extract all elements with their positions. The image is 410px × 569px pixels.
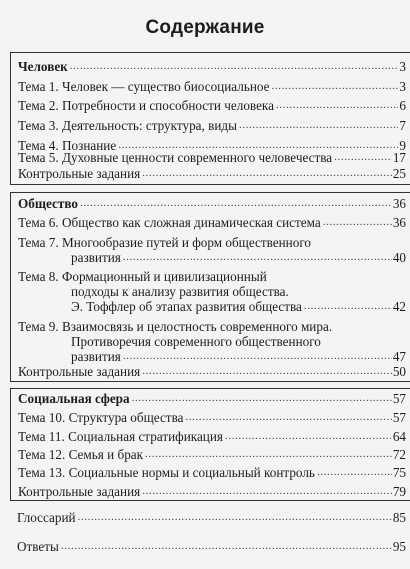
entry-label: Тема 6. Общество как сложная динамическая система	[18, 215, 321, 230]
entry-label: Тема 7. Многообразие путей и форм общественного	[18, 235, 312, 250]
dot-leader	[142, 366, 392, 377]
dot-leader	[123, 351, 392, 362]
toc-entry[interactable]	[18, 215, 406, 230]
toc-entry[interactable]	[18, 410, 406, 425]
page-number: 17	[392, 150, 406, 165]
page-number: 57	[392, 410, 406, 425]
entry-label: Контрольные задания	[18, 364, 141, 379]
entry-label: Противоречия современного общественного	[71, 334, 321, 349]
toc-entry-glossary[interactable]	[17, 510, 406, 525]
dot-leader	[323, 217, 392, 228]
dot-leader	[317, 467, 392, 478]
page-number: 36	[392, 215, 406, 230]
entry-label: Тема 8. Формационный и цивилизационный	[18, 269, 267, 284]
page-number: 9	[399, 138, 406, 153]
page-number: 25	[392, 166, 406, 181]
page-number: 42	[392, 299, 406, 314]
page-number: 57	[392, 391, 406, 406]
page-title: Содержание	[145, 17, 265, 38]
section-heading-social[interactable]	[18, 391, 406, 406]
page-number: 75	[392, 465, 406, 480]
page-number: 3	[399, 79, 406, 94]
page-number: 72	[392, 447, 406, 462]
toc-entry[interactable]	[18, 269, 406, 284]
entry-label: Тема 9. Взаимосвязь и целостность современного мира.	[18, 319, 333, 334]
section-heading-label: Социальная сфера	[18, 391, 130, 406]
section-heading-person[interactable]	[18, 59, 406, 74]
page-number: 40	[392, 250, 406, 265]
page-number: 85	[392, 510, 406, 525]
toc-entry[interactable]	[18, 235, 406, 250]
dot-leader	[185, 412, 391, 423]
toc-entry[interactable]	[18, 166, 406, 181]
toc-entry[interactable]	[18, 465, 406, 480]
toc-entry-continuation	[71, 334, 406, 349]
dot-leader	[276, 100, 398, 111]
entry-label: Контрольные задания	[18, 166, 141, 181]
section-heading-society[interactable]	[18, 196, 406, 211]
page-number: 47	[392, 349, 406, 364]
dot-leader	[70, 61, 399, 72]
entry-label: Контрольные задания	[18, 484, 141, 499]
dot-leader	[334, 152, 392, 163]
entry-label: Тема 11. Социальная стратификация	[18, 429, 223, 444]
section-heading-label: Общество	[18, 196, 78, 211]
entry-label: Тема 4. Познание	[18, 138, 117, 153]
dot-leader	[80, 198, 392, 209]
entry-label: подходы к анализу развития общества.	[71, 284, 289, 299]
dot-leader	[132, 393, 392, 404]
toc-entry[interactable]	[18, 319, 406, 334]
entry-label: Тема 12. Семья и брак	[18, 447, 144, 462]
toc-entry-continuation	[71, 250, 406, 265]
toc-entry[interactable]	[18, 364, 406, 379]
page-number: 64	[392, 429, 406, 444]
page-number: 7	[399, 118, 406, 133]
page-number: 95	[392, 539, 406, 554]
dot-leader	[145, 449, 392, 460]
toc-entry[interactable]	[18, 118, 406, 133]
entry-label: Ответы	[17, 539, 59, 554]
dot-leader	[123, 252, 392, 263]
page-number: 3	[399, 59, 406, 74]
entry-label: Тема 3. Деятельность: структура, виды	[18, 118, 237, 133]
section-box-social	[10, 388, 410, 501]
dot-leader	[272, 81, 399, 92]
dot-leader	[142, 486, 392, 497]
dot-leader	[225, 431, 392, 442]
entry-label: развития	[71, 250, 121, 265]
dot-leader	[142, 168, 392, 179]
toc-entry[interactable]	[18, 484, 406, 499]
dot-leader	[304, 301, 392, 312]
entry-label: Тема 10. Структура общества	[18, 410, 184, 425]
toc-entry[interactable]	[18, 150, 406, 165]
toc-entry-answers[interactable]	[17, 539, 406, 554]
entry-label: Тема 5. Духовные ценности современного человечества	[18, 150, 333, 165]
dot-leader	[61, 541, 392, 552]
entry-label: Тема 1. Человек — существо биосоциальное	[18, 79, 270, 94]
entry-label: Э. Тоффлер об этапах развития общества	[71, 299, 302, 314]
toc-entry-continuation	[71, 299, 406, 314]
section-box-person	[10, 52, 410, 185]
section-box-society	[10, 192, 410, 382]
entry-label: Тема 13. Социальные нормы и социальный контроль	[18, 465, 315, 480]
toc-entry-continuation	[71, 349, 406, 364]
toc-entry[interactable]	[18, 79, 406, 94]
page-number: 79	[392, 484, 406, 499]
page-number: 36	[392, 196, 406, 211]
toc-entry[interactable]	[18, 429, 406, 444]
toc-entry-continuation	[71, 284, 406, 299]
entry-label: Глоссарий	[17, 510, 76, 525]
dot-leader	[239, 120, 398, 131]
section-heading-label: Человек	[18, 59, 68, 74]
toc-entry[interactable]	[18, 447, 406, 462]
toc-entry[interactable]	[18, 98, 406, 113]
entry-label: Тема 2. Потребности и способности человека	[18, 98, 274, 113]
page-number: 6	[399, 98, 406, 113]
dot-leader	[78, 512, 392, 523]
entry-label: развития	[71, 349, 121, 364]
page-number: 50	[392, 364, 406, 379]
